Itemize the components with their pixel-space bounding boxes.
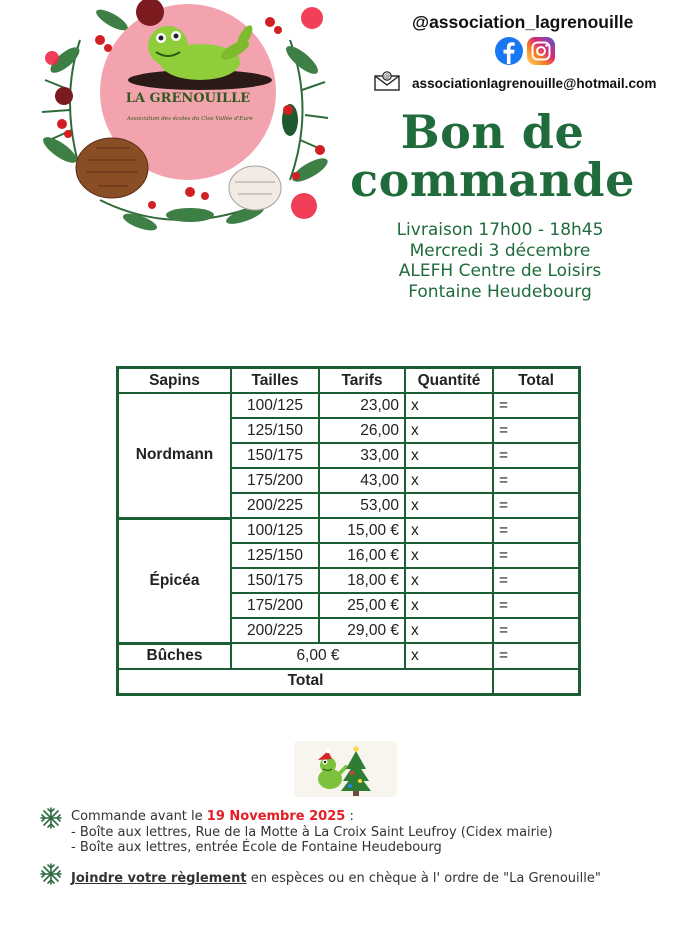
social-icons <box>494 36 556 70</box>
total-field[interactable]: = <box>493 518 580 543</box>
size-cell: 175/200 <box>231 468 319 493</box>
email-address[interactable]: associationlagrenouille@hotmail.com <box>412 75 657 91</box>
total-field[interactable]: = <box>493 618 580 643</box>
title-line-2: commande <box>350 153 635 207</box>
price-cell: 16,00 € <box>319 543 405 568</box>
price-cell: 23,00 <box>319 393 405 418</box>
quantity-field[interactable]: x <box>405 543 493 568</box>
svg-text:@: @ <box>384 73 390 81</box>
total-field[interactable]: = <box>493 593 580 618</box>
total-field[interactable]: = <box>493 393 580 418</box>
size-cell: 100/125 <box>231 518 319 543</box>
buches-price: 6,00 € <box>231 643 405 669</box>
page-title <box>340 105 645 207</box>
total-field[interactable]: = <box>493 493 580 518</box>
instagram-handle[interactable]: @association_lagrenouille <box>412 12 634 32</box>
payment-emphasis: Joindre votre règlement <box>71 871 247 886</box>
header-tailles: Tailles <box>231 368 319 394</box>
header-tarifs: Tarifs <box>319 368 405 394</box>
order-table <box>116 366 581 696</box>
snowflake-icon <box>40 863 62 885</box>
facebook-icon[interactable] <box>494 36 524 70</box>
table-row <box>118 518 580 543</box>
delivery-town: Fontaine Heudebourg <box>408 281 592 302</box>
size-cell: 200/225 <box>231 618 319 643</box>
christmas-wreath-illustration <box>40 0 330 235</box>
instagram-icon[interactable] <box>526 36 556 70</box>
total-field[interactable]: = <box>493 568 580 593</box>
price-cell: 25,00 € <box>319 593 405 618</box>
table-row-buches <box>118 643 580 669</box>
size-cell: 125/150 <box>231 543 319 568</box>
total-field[interactable]: = <box>493 468 580 493</box>
quantity-field[interactable]: x <box>405 518 493 543</box>
association-logo <box>40 0 330 235</box>
logo-name: LA GRENOUILLE <box>125 91 251 106</box>
size-cell: 200/225 <box>231 493 319 518</box>
price-cell: 15,00 € <box>319 518 405 543</box>
delivery-time: Livraison 17h00 - 18h45 <box>396 220 604 240</box>
size-cell: 150/175 <box>231 443 319 468</box>
size-cell: 100/125 <box>231 393 319 418</box>
table-header-row <box>118 368 580 394</box>
email-row <box>374 71 656 95</box>
price-cell: 33,00 <box>319 443 405 468</box>
quantity-field[interactable]: x <box>405 468 493 493</box>
quantity-field[interactable]: x <box>405 568 493 593</box>
quantity-field[interactable]: x <box>405 418 493 443</box>
frog-mascot-image <box>294 741 397 797</box>
order-deadline-note <box>71 809 553 856</box>
price-cell: 26,00 <box>319 418 405 443</box>
table-row-total <box>118 669 580 695</box>
size-cell: 125/150 <box>231 418 319 443</box>
dropoff-location-2: - Boîte aux lettres, entrée École de Fontaine Heudebourg <box>71 840 442 855</box>
quantity-field[interactable]: x <box>405 493 493 518</box>
category-epicea: Épicéa <box>118 518 232 643</box>
order-deadline-line <box>71 809 553 825</box>
payment-note <box>71 871 601 886</box>
price-cell: 43,00 <box>319 468 405 493</box>
total-field[interactable]: = <box>493 418 580 443</box>
order-deadline-date: 19 Novembre 2025 <box>206 809 346 824</box>
total-field[interactable]: = <box>493 643 580 669</box>
size-cell: 175/200 <box>231 593 319 618</box>
quantity-field[interactable]: x <box>405 393 493 418</box>
payment-details: en espèces ou en chèque à l' ordre de "La Grenouille" <box>246 871 601 886</box>
price-cell: 18,00 € <box>319 568 405 593</box>
size-cell: 150/175 <box>231 568 319 593</box>
delivery-info <box>350 220 650 302</box>
order-deadline-suffix: : <box>349 809 354 824</box>
delivery-date: Mercredi 3 décembre <box>409 240 591 261</box>
price-cell: 53,00 <box>319 493 405 518</box>
header-quantite: Quantité <box>405 368 493 394</box>
table-row <box>118 393 580 418</box>
grand-total-label: Total <box>118 669 494 695</box>
quantity-field[interactable]: x <box>405 443 493 468</box>
quantity-field[interactable]: x <box>405 593 493 618</box>
total-field[interactable]: = <box>493 543 580 568</box>
total-field[interactable]: = <box>493 443 580 468</box>
quantity-field[interactable]: x <box>405 643 493 669</box>
category-nordmann: Nordmann <box>118 393 232 518</box>
order-deadline-prefix: Commande avant le <box>71 809 203 824</box>
snowflake-icon <box>40 807 62 829</box>
category-buches: Bûches <box>118 643 232 669</box>
header-sapins: Sapins <box>118 368 232 394</box>
header-total: Total <box>493 368 580 394</box>
envelope-at-icon <box>374 71 400 95</box>
quantity-field[interactable]: x <box>405 618 493 643</box>
delivery-place: ALEFH Centre de Loisirs <box>398 261 602 281</box>
title-line-1: Bon de <box>400 105 585 159</box>
logo-tagline: Association des écoles du Clos Vallée d'Eure <box>127 116 253 122</box>
price-cell: 29,00 € <box>319 618 405 643</box>
grand-total-field[interactable] <box>493 669 580 695</box>
dropoff-location-1: - Boîte aux lettres, Rue de la Motte à La Croix Saint Leufroy (Cidex mairie) <box>71 824 553 840</box>
